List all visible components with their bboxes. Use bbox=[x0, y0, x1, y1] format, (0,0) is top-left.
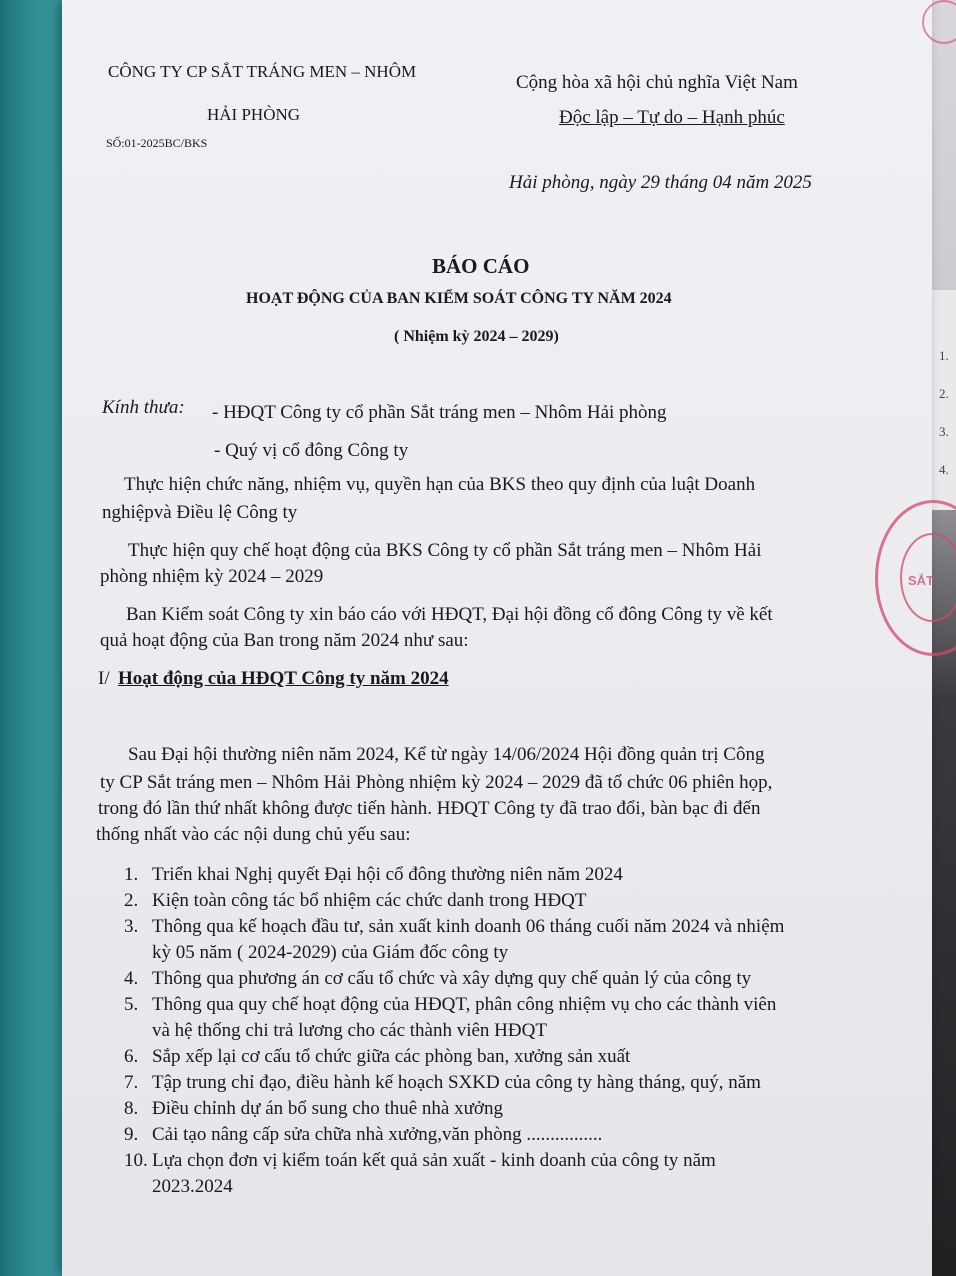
underlying-sheet bbox=[928, 290, 956, 510]
list-item-number: 3. bbox=[124, 916, 139, 937]
document-number: SỐ:01-2025BC/BKS bbox=[106, 136, 208, 150]
list-item-number: 6. bbox=[124, 1046, 139, 1067]
list-item-continuation: 2023.2024 bbox=[152, 1176, 233, 1197]
side-number: 1. bbox=[939, 348, 949, 363]
list-item: Tập trung chỉ đạo, điều hành kế hoạch SXKD của công ty hàng tháng, quý, năm bbox=[152, 1072, 761, 1093]
company-name-line2: HẢI PHÒNG bbox=[207, 105, 301, 124]
list-item: Kiện toàn công tác bổ nhiệm các chức danh trong HĐQT bbox=[152, 890, 587, 911]
intro-line-1: Sau Đại hội thường niên năm 2024, Kể từ ngày 14/06/2024 Hội đồng quản trị Công bbox=[128, 744, 765, 765]
paragraph-1-line-1: Thực hiện chức năng, nhiệm vụ, quyền hạn của BKS theo quy định của luật Doanh bbox=[124, 474, 756, 495]
background-left bbox=[0, 0, 70, 1276]
section-heading: Hoạt động của HĐQT Công ty năm 2024 bbox=[118, 668, 449, 689]
intro-line-2: ty CP Sắt tráng men – Nhôm Hải Phòng nhiệm kỳ 2024 – 2029 đã tổ chức 06 phiên họp, bbox=[100, 772, 773, 793]
list-item: Thông qua phương án cơ cấu tổ chức và xây dựng quy chế quản lý của công ty bbox=[152, 968, 752, 989]
side-number: 3. bbox=[939, 424, 949, 439]
list-item-number: 10. bbox=[124, 1150, 148, 1171]
side-number: 4. bbox=[939, 462, 949, 477]
list-item: Triển khai Nghị quyết Đại hội cổ đông thường niên năm 2024 bbox=[152, 864, 623, 885]
intro-line-3: trong đó lần thứ nhất không được tiến hành. HĐQT Công ty đã trao đổi, bàn bạc đi đến bbox=[98, 798, 761, 819]
paragraph-2-line-1: Thực hiện quy chế hoạt động của BKS Công ty cổ phần Sắt tráng men – Nhôm Hải bbox=[128, 540, 762, 561]
document-page bbox=[62, 0, 932, 1276]
list-item-continuation: và hệ thống chi trả lương cho các thành viên HĐQT bbox=[152, 1020, 547, 1041]
greeting-label: Kính thưa: bbox=[102, 397, 185, 418]
list-item: Điều chỉnh dự án bổ sung cho thuê nhà xưởng bbox=[152, 1098, 503, 1119]
paragraph-3-line-2: quả hoạt động của Ban trong năm 2024 như sau: bbox=[100, 630, 469, 651]
list-item-continuation: kỳ 05 năm ( 2024-2029) của Giám đốc công ty bbox=[152, 942, 509, 963]
list-item-number: 7. bbox=[124, 1072, 139, 1093]
list-item: Lựa chọn đơn vị kiểm toán kết quả sản xuất - kinh doanh của công ty năm bbox=[152, 1150, 716, 1171]
paragraph-2-line-2: phòng nhiệm kỳ 2024 – 2029 bbox=[100, 566, 324, 587]
list-item-number: 8. bbox=[124, 1098, 139, 1119]
national-motto: Độc lập – Tự do – Hạnh phúc bbox=[559, 107, 785, 128]
list-item-number: 4. bbox=[124, 968, 139, 989]
list-item: Thông qua quy chế hoạt động của HĐQT, phân công nhiệm vụ cho các thành viên bbox=[152, 994, 777, 1015]
report-term: ( Nhiệm kỳ 2024 – 2029) bbox=[394, 328, 559, 345]
list-item-number: 5. bbox=[124, 994, 139, 1015]
list-item-number: 2. bbox=[124, 890, 139, 911]
list-item-number: 1. bbox=[124, 864, 139, 885]
side-number: 2. bbox=[939, 386, 949, 401]
list-item: Cải tạo nâng cấp sửa chữa nhà xưởng,văn phòng ................ bbox=[152, 1124, 603, 1145]
paragraph-3-line-1: Ban Kiểm soát Công ty xin báo cáo với HĐQT, Đại hội đồng cổ đông Công ty về kết bbox=[126, 604, 773, 625]
paragraph-1-line-2: nghiệpvà Điều lệ Công ty bbox=[102, 502, 298, 523]
national-title: Cộng hòa xã hội chủ nghĩa Việt Nam bbox=[516, 72, 798, 93]
recipient-2: - Quý vị cổ đông Công ty bbox=[214, 440, 409, 461]
recipient-1: - HĐQT Công ty cổ phần Sắt tráng men – Nhôm Hải phòng bbox=[212, 402, 667, 423]
company-name-line1: CÔNG TY CP SẮT TRÁNG MEN – NHÔM bbox=[108, 62, 417, 81]
list-item: Sắp xếp lại cơ cấu tổ chức giữa các phòng ban, xưởng sản xuất bbox=[152, 1046, 631, 1067]
list-item: Thông qua kế hoạch đầu tư, sản xuất kinh doanh 06 tháng cuối năm 2024 và nhiệm bbox=[152, 916, 785, 937]
report-subtitle: HOẠT ĐỘNG CỦA BAN KIỂM SOÁT CÔNG TY NĂM 2024 bbox=[246, 290, 672, 307]
intro-line-4: thống nhất vào các nội dung chủ yếu sau: bbox=[96, 824, 411, 845]
stamp-text: SẮT bbox=[908, 573, 934, 588]
section-prefix: I/ bbox=[98, 668, 110, 689]
list-item-number: 9. bbox=[124, 1124, 139, 1145]
place-date: Hải phòng, ngày 29 tháng 04 năm 2025 bbox=[509, 172, 812, 193]
report-title: BÁO CÁO bbox=[432, 254, 530, 278]
